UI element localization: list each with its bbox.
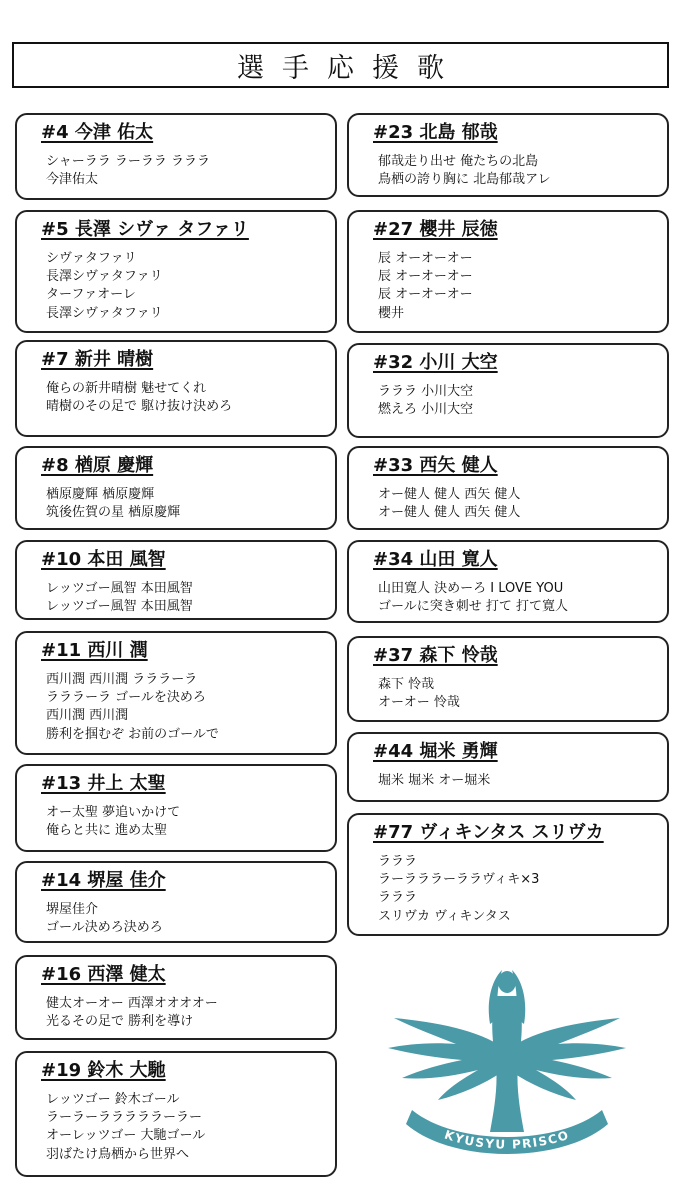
song-card (347, 343, 669, 438)
song-card (15, 1051, 337, 1177)
chant-lyrics (46, 804, 323, 840)
chant-lyrics (46, 995, 323, 1031)
lyric-line: 長澤シヴァタファリ (46, 269, 163, 285)
player-name: #5 長澤 シヴァ タファリ (41, 219, 249, 240)
lyric-line: 長澤シヴァタファリ (46, 305, 163, 321)
player-name: #13 井上 太聖 (41, 773, 166, 794)
player-name: #11 西川 潤 (41, 640, 148, 661)
lyric-line: 俺らの新井晴樹 魅せてくれ (46, 381, 207, 396)
lyric-line: オーレッツゴー 大馳ゴール (46, 1128, 206, 1144)
lyric-line: レッツゴー 鈴木ゴール (46, 1092, 180, 1107)
chant-lyrics (378, 772, 655, 790)
song-card (347, 540, 669, 623)
lyric-line: オー太聖 夢追いかけて (46, 805, 181, 820)
chant-lyrics (378, 676, 655, 712)
lyric-line: スリヴカ ヴィキンタス (378, 908, 511, 924)
chant-lyrics (378, 250, 655, 323)
lyric-line: 俺らと共に 進め太聖 (46, 823, 168, 839)
lyric-line: 燃えろ 小川大空 (378, 402, 474, 418)
chant-lyrics (46, 901, 323, 937)
page-title-box (12, 42, 669, 88)
lyric-line: ラララーラ ゴールを決めろ (46, 690, 206, 706)
lyric-line: 鳥栖の誇り胸に 北島郁哉アレ (378, 172, 551, 188)
player-name: #33 西矢 健人 (373, 455, 498, 476)
page-title: 選手応援歌 (237, 52, 462, 84)
lyric-line: 羽ばたけ鳥栖から世界へ (46, 1146, 190, 1162)
chant-lyrics (378, 383, 655, 419)
player-name: #32 小川 大空 (373, 352, 498, 373)
song-card (15, 540, 337, 620)
lyric-line: ゴール決めろ決めろ (46, 920, 163, 936)
chant-lyrics (46, 250, 323, 323)
lyric-line: ラーラララーララヴィキ×3 (378, 872, 540, 888)
lyric-line: 西川潤 西川潤 (46, 708, 129, 724)
song-card (347, 446, 669, 530)
lyric-line: ラララ (378, 890, 418, 906)
player-name: #19 鈴木 大馳 (41, 1060, 166, 1081)
player-name: #8 楢原 慶輝 (41, 455, 154, 476)
chant-lyrics (378, 853, 655, 926)
lyric-line: レッツゴー風智 本田風智 (46, 581, 193, 596)
player-name: #23 北島 郁哉 (373, 122, 498, 143)
chant-lyrics (46, 153, 323, 189)
lyric-line: シャーララ ラーララ ラララ (46, 154, 211, 169)
lyric-line: 西川潤 西川潤 ラララーラ (46, 672, 198, 687)
lyric-line: 勝利を掴むぞ お前のゴールで (46, 726, 219, 742)
lyric-line: 筑後佐賀の星 楢原慶輝 (46, 505, 181, 521)
lyric-line: ラララ 小川大空 (378, 384, 474, 399)
lyric-line: ラーラーラララララーラー (46, 1110, 203, 1126)
player-name: #27 櫻井 辰徳 (373, 219, 498, 240)
player-name: #7 新井 晴樹 (41, 349, 154, 370)
song-card (347, 210, 669, 333)
lyric-line: 森下 怜哉 (378, 677, 435, 692)
lyric-line: オー健人 健人 西矢 健人 (378, 487, 521, 502)
player-name: #34 山田 寛人 (373, 549, 498, 570)
logo-text: KYUSYU PRISCO (442, 1127, 572, 1152)
lyric-line: ラララ (378, 854, 418, 869)
lyric-line: ターファオーレ (46, 287, 136, 303)
song-card (15, 764, 337, 852)
song-card (15, 955, 337, 1040)
song-card (15, 340, 337, 437)
winged-figure-icon (388, 970, 626, 1132)
chant-lyrics (378, 580, 655, 616)
song-card (15, 861, 337, 943)
kyusyu-prisco-logo (386, 960, 628, 1156)
lyric-line: 今津佑太 (46, 172, 99, 188)
lyric-line: 郁哉走り出せ 俺たちの北島 (378, 154, 539, 169)
lyric-line: 辰 オーオーオー (378, 269, 473, 285)
lyric-line: シヴァタファリ (46, 251, 137, 266)
song-card (347, 813, 669, 936)
player-name: #44 堀米 勇輝 (373, 741, 498, 762)
lyric-line: 光るその足で 勝利を導け (46, 1014, 194, 1030)
song-card (347, 636, 669, 722)
chant-lyrics (378, 153, 655, 189)
lyric-line: オー健人 健人 西矢 健人 (378, 505, 521, 521)
song-card (347, 113, 669, 197)
lyric-line: レッツゴー風智 本田風智 (46, 599, 193, 615)
lyric-line: 楢原慶輝 楢原慶輝 (46, 487, 155, 502)
song-card (15, 210, 337, 333)
lyric-line: 櫻井 (378, 305, 405, 321)
lyric-line: オーオー 怜哉 (378, 695, 460, 711)
chant-lyrics (46, 580, 323, 616)
lyric-line: 晴樹のその足で 駆け抜け決めろ (46, 399, 233, 415)
player-name: #10 本田 風智 (41, 549, 166, 570)
player-name: #16 西澤 健太 (41, 964, 166, 985)
song-card (15, 113, 337, 200)
player-name: #4 今津 佑太 (41, 122, 154, 143)
chant-lyrics (46, 486, 323, 522)
chant-lyrics (378, 486, 655, 522)
chant-lyrics (46, 380, 323, 416)
lyric-line: 山田寛人 決めーろ I LOVE YOU (378, 581, 564, 596)
lyric-line: 健太オーオー 西澤オオオオー (46, 996, 218, 1011)
player-name: #14 堺屋 佳介 (41, 870, 166, 891)
chant-lyrics (46, 1091, 323, 1164)
chant-lyrics (46, 671, 323, 744)
player-name: #77 ヴィキンタス スリヴカ (373, 822, 604, 843)
song-card (15, 446, 337, 530)
lyric-line: 堺屋佳介 (46, 902, 99, 917)
lyric-line: 辰 オーオーオー (378, 251, 473, 266)
player-name: #37 森下 怜哉 (373, 645, 498, 666)
lyric-line: 辰 オーオーオー (378, 287, 473, 303)
song-card (15, 631, 337, 755)
lyric-line: ゴールに突き刺せ 打て 打て寛人 (378, 599, 569, 615)
song-card (347, 732, 669, 802)
lyric-line: 堀米 堀米 オー堀米 (378, 773, 491, 788)
